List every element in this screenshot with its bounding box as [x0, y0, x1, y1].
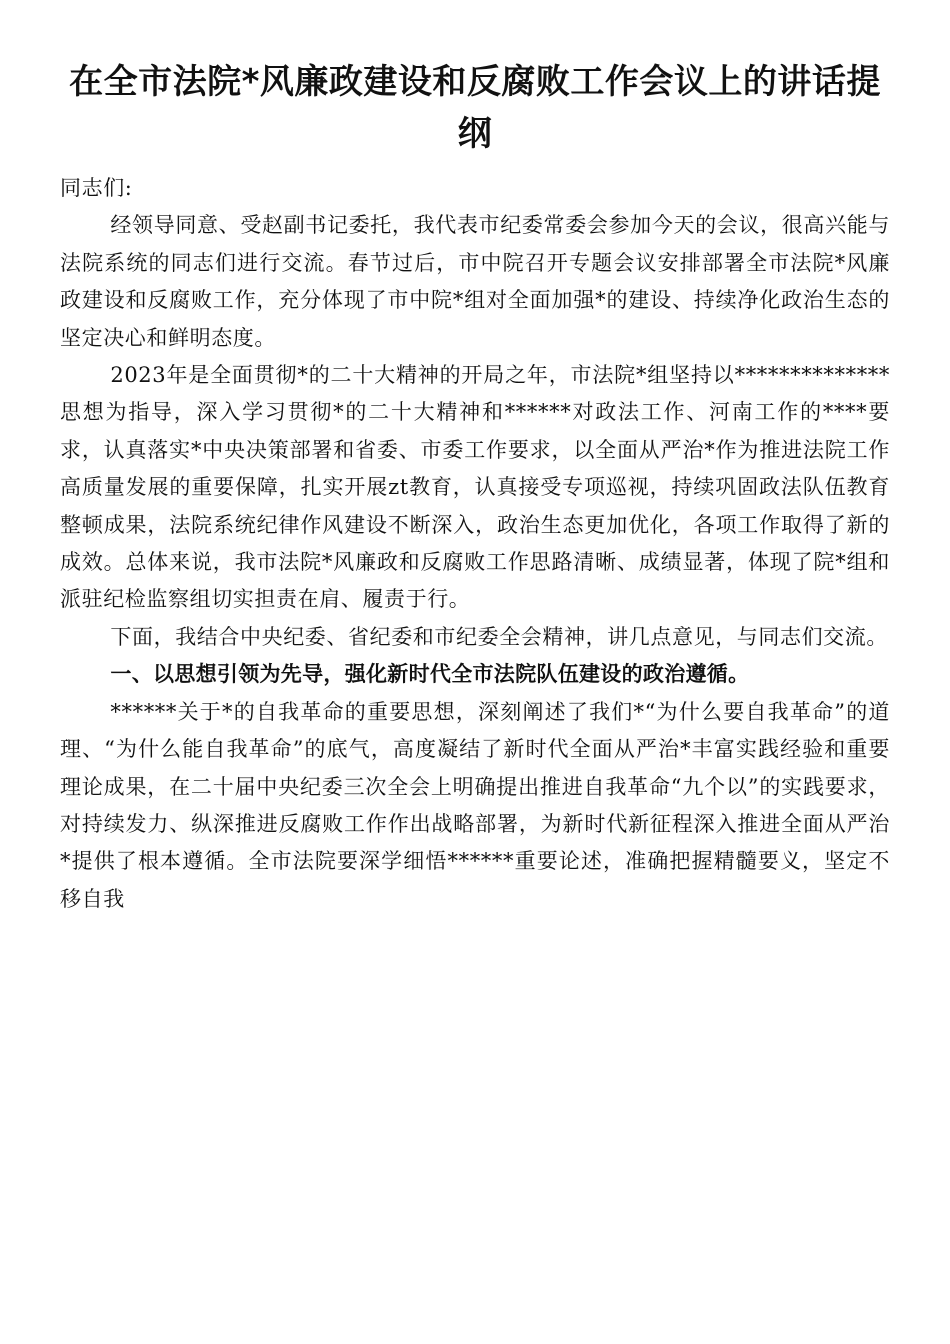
paragraph-transition: 下面，我结合中央纪委、省纪委和市纪委全会精神，讲几点意见，与同志们交流。 [110, 624, 888, 649]
section-heading-1: 一、以思想引领为先导，强化新时代全市法院队伍建设的政治遵循。 [110, 662, 750, 687]
document-body [60, 170, 890, 918]
paragraph-intro: 经领导同意、受赵副书记委托，我代表市纪委常委会参加今天的会议，很高兴能与法院系统的同志们进行交流。春节过后，市中院召开专题会议安排部署全市法院*风廉政建设和反腐败工作，充分体现了市中院*组对全面加强*的建设、持续净化政治生态的坚定决心和鲜明态度。 [60, 213, 890, 350]
section-1-paragraph: ******关于*的自我革命的重要思想，深刻阐述了我们*“为什么要自我革命”的道理、“为什么能自我革命”的底气，高度凝结了新时代全面从严治*丰富实践经验和重要理论成果，在二十届中央纪委三次全会上明确提出推进自我革命“九个以”的实践要求，对持续发力、纵深推进反腐败工作作出战略部署，为新时代新征程深入推进全面从严治*提供了根本遵循。全市法院要深学细悟******重要论述，准确把握精髓要义，坚定不移自我 [60, 699, 890, 911]
salutation: 同志们: [60, 176, 133, 200]
document-title: 在全市法院*风廉政建设和反腐败工作会议上的讲话提纲 [69, 62, 881, 154]
paragraph-review: 2023年是全面贯彻*的二十大精神的开局之年，市法院*组坚持以**************思想为指导，深入学习贯彻*的二十大精神和******对政法工作、河南工作的****要求，认真落实*中央决策部署和省委、市委工作要求，以全面从严治*作为推进法院工作高质量发展的重要保障，扎实开展zt教育，认真接受专项巡视，持续巩固政法队伍教育整顿成果，法院系统纪律作风建设不断深入，政治生态更加优化，各项工作取得了新的成效。总体来说，我市法院*风廉政和反腐败工作思路清晰、成绩显著，体现了院*组和派驻纪检监察组切实担责在肩、履责于行。 [60, 363, 890, 612]
document-page [60, 56, 890, 918]
